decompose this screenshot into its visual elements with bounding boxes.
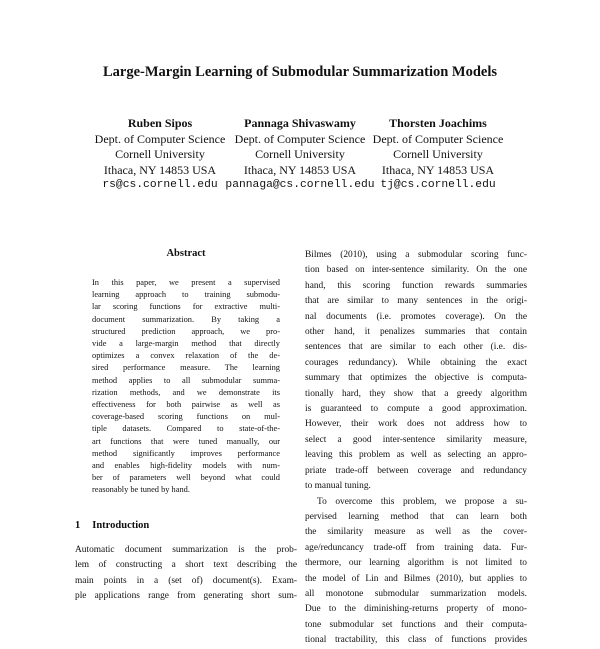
author-dept: Dept. of Computer Science xyxy=(94,131,226,146)
author-address: Ithaca, NY 14853 USA xyxy=(243,162,357,177)
abstract-heading: Abstract xyxy=(166,248,206,259)
text-line: learning approach to training submodu- xyxy=(92,290,280,300)
text-line: method applies to all submodular summa- xyxy=(92,375,280,385)
text-line: Due to the diminishing-returns property of mono- xyxy=(305,604,527,615)
author-address: Ithaca, NY 14853 USA xyxy=(381,162,495,177)
text-line: art functions that were tuned manually, our xyxy=(92,436,280,446)
text-line: optimizes a convex relaxation of the de- xyxy=(92,351,280,361)
text-line: summary that optimizes the objective is computa- xyxy=(305,373,527,384)
text-line: To overcome this problem, we propose a su- xyxy=(317,496,527,507)
text-line: reasonably be tuned by hand. xyxy=(92,485,190,495)
text-line: In this paper, we present a supervised xyxy=(92,278,280,287)
text-line: Bilmes (2010), using a submodular scoring func- xyxy=(305,250,527,260)
text-line: tionally hard, they show that a greedy algorithm xyxy=(305,388,527,399)
text-line: However, their work does not address how to xyxy=(305,419,527,430)
text-line: pervised learning method that can learn both xyxy=(305,511,527,522)
author-dept: Dept. of Computer Science xyxy=(372,131,504,146)
text-line: that are similar to many sentences in the origi- xyxy=(305,296,527,307)
text-line: document summarization. By taking a xyxy=(92,314,280,324)
text-line: sentences that are similar to each other (i.e. dis- xyxy=(305,342,527,353)
paper-title: Large-Margin Learning of Submodular Summarization Models xyxy=(102,64,498,80)
text-line: effectiveness for both pairwise as well as xyxy=(92,400,280,410)
author-email: pannaga@cs.cornell.edu xyxy=(225,179,375,191)
text-line: to manual tuning. xyxy=(305,481,371,492)
author-2 xyxy=(225,116,375,194)
author-email: tj@cs.cornell.edu xyxy=(380,179,496,191)
text-line: and enables high-fidelity models with num- xyxy=(92,461,280,471)
text-line: the model of Lin and Bilmes (2010), but applies to xyxy=(305,573,527,584)
text-line: priate trade-off between coverage and redundancy xyxy=(305,465,527,476)
introduction-body xyxy=(75,543,297,605)
text-line: thermore, our learning algorithm is not limited to xyxy=(305,558,527,569)
author-name: Thorsten Joachims xyxy=(389,116,487,130)
text-line: structured prediction approach, we pro- xyxy=(92,326,280,336)
text-line: main points in a (set of) document(s). Exam- xyxy=(75,575,297,586)
author-university: Cornell University xyxy=(393,147,483,161)
text-line: age/reduncancy trade-off from training data. Fur- xyxy=(305,542,527,553)
text-line: tional tractability, this class of functions provides xyxy=(305,635,527,646)
section-title: Introduction xyxy=(92,520,150,531)
text-line: tion based on inter-sentence similarity. On the one xyxy=(305,265,527,276)
text-line: method significantly improves performance xyxy=(92,448,280,458)
section-heading-introduction xyxy=(75,520,149,531)
text-line: vide a large-margin method that directly xyxy=(92,339,280,349)
text-line: rization methods, and we demonstrate its xyxy=(92,387,280,397)
text-line: sired performance measure. The learning xyxy=(92,363,280,373)
text-line: courages redundancy). While obtaining the exact xyxy=(305,357,527,368)
text-line: all monotone submodular summarization models. xyxy=(305,588,527,599)
author-address: Ithaca, NY 14853 USA xyxy=(103,162,217,177)
author-email: rs@cs.cornell.edu xyxy=(102,179,218,191)
right-column-body xyxy=(305,248,527,649)
author-3 xyxy=(363,116,513,194)
author-dept: Dept. of Computer Science xyxy=(234,131,366,146)
text-line: other hand, it penalizes summaries that contain xyxy=(305,327,527,338)
text-line: nal documents (i.e. promotes coverage). On the xyxy=(305,311,527,322)
text-line: leaving this problem as well as selecting an appro- xyxy=(305,450,527,461)
text-line: lem of constructing a short text describing the xyxy=(75,560,297,571)
text-line: tiple datasets. Compared to state-of-the- xyxy=(92,424,280,434)
section-number: 1 xyxy=(75,520,81,531)
author-university: Cornell University xyxy=(115,147,205,161)
text-line: ber of parameters well beyond what could xyxy=(92,473,280,483)
text-line: Automatic document summarization is the prob- xyxy=(75,545,297,555)
text-line: hand, this scoring function rewards summaries xyxy=(305,280,527,291)
author-name: Ruben Sipos xyxy=(127,116,193,130)
author-1 xyxy=(85,116,235,194)
text-line: is guaranteed to compute a good approximation. xyxy=(305,404,527,415)
text-line: ple applications range from generating short sum- xyxy=(75,591,297,602)
text-line: coverage-based scoring functions on mul- xyxy=(92,412,280,422)
author-name: Pannaga Shivaswamy xyxy=(244,116,356,130)
author-university: Cornell University xyxy=(255,147,345,161)
text-line: tone submodular set functions and their computa- xyxy=(305,619,527,630)
abstract-body xyxy=(92,277,280,497)
text-line: lar scoring functions for extractive multi- xyxy=(92,302,280,312)
text-line: the similarity measure as well as the cover- xyxy=(305,527,527,538)
text-line: select a good inter-sentence similarity measure, xyxy=(305,434,527,445)
